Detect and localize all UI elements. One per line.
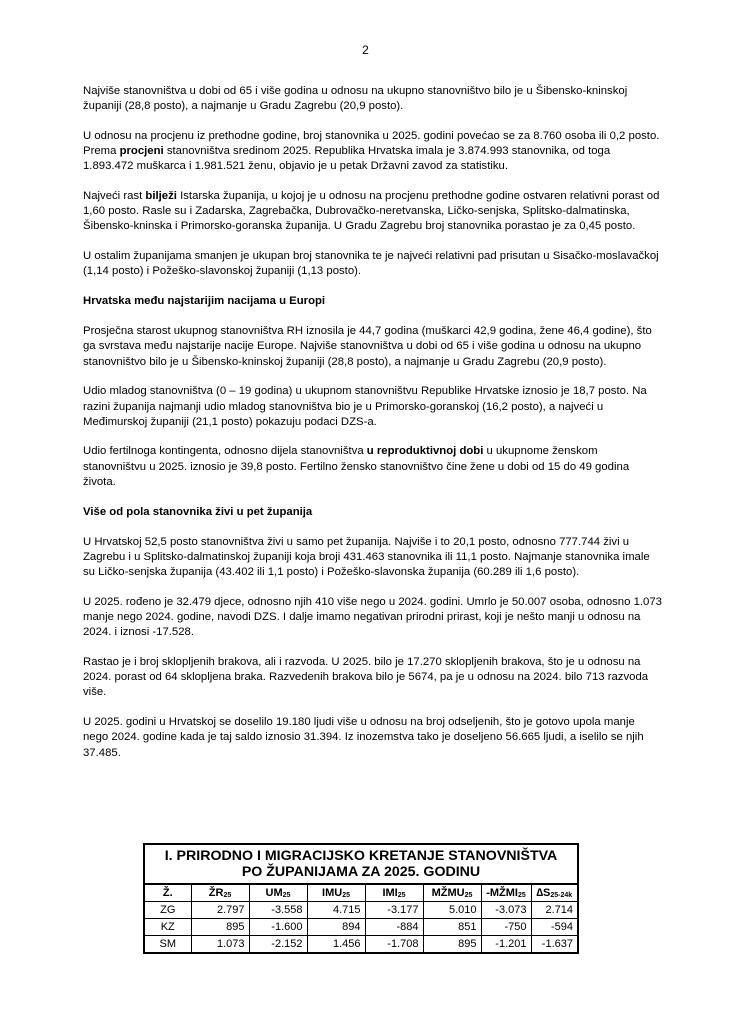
section-heading-five-counties: Više od pola stanovnika živi u pet županija (83, 505, 313, 518)
table-cell: -884 (365, 919, 423, 936)
page-number: 2 (362, 43, 369, 57)
paragraph-5: Prosječna starost ukupnog stanovništva RH iznosila je 44,7 godina (muškarci 42,9 godina, žene 46,4 godine), što ga svrstava među najstarije nacije Europe. Najviše stanovništva u dobi od 65 i više godina u odnosu na ukupno stanovništvo bilo je u Šibensko-kninskoj županiji (28,8 posto), a najmanje u Gradu Zagrebu (20,9 posto). (83, 325, 652, 368)
table-cell: 894 (307, 919, 365, 936)
paragraph-11: U 2025. godini u Hrvatskoj se doselilo 19.180 ljudi više u odnosu na broj odseljenih, što je gotovo upola manje nego 2024. godine kada je taj saldo iznosio 31.394. Iz inozemstva tako je doseljeno 56.665 ljudi, a iselilo se njih 37.485. (83, 716, 644, 759)
table-cell: 895 (191, 919, 249, 936)
header-delta-s: $\Delta S_{25-24k}$ (531, 885, 577, 902)
table-cell: 851 (423, 919, 481, 936)
data-table (145, 885, 577, 952)
header-zr: $ŽR_{25}$ (191, 885, 249, 902)
bold-phrase-reproductive-age: u reproduktivnoj dobi (366, 445, 484, 458)
table-cell: -1.600 (249, 919, 307, 936)
table-cell: 4.715 (307, 902, 365, 919)
paragraph-10: Rastao je i broj sklopljenih brakova, ali i razvoda. U 2025. bilo je 17.270 sklopljenih brakova, što je u odnosu na 2024. porast od 64 sklopljena braka. Razvedenih brakova bilo je 5674, pa je u odnosu na 2024. bilo 713 razvoda više. (83, 655, 649, 699)
table-title-line-1: I. PRIRODNO I MIGRACIJSKO KRETANJE STANOVNIŠTVA (164, 848, 558, 864)
table-cell: -1.637 (531, 936, 577, 953)
bold-word-procjeni: procjeni (119, 145, 164, 158)
table-title (145, 845, 577, 885)
table-cell: 2.797 (191, 902, 249, 919)
header-county: Ž. (145, 885, 191, 902)
paragraph-6: Udio mladog stanovništva (0 – 19 godina) u ukupnom stanovništvu Republike Hrvatske iznosio je 18,7 posto. Na razini županija najmanji udio mladog stanovništva bio je u Primorsko-goranskoj (16,2 posto), a najveći u Međimurskoj županiji (21,1 posto) pokazuju podaci DZS-a. (83, 385, 647, 428)
paragraph-1: Najviše stanovništva u dobi od 65 i više godina u odnosu na ukupno stanovništvo bilo je u Šibensko-kninskoj županiji (28,8 posto), a najmanje u Gradu Zagrebu (20,9 posto). (83, 85, 628, 113)
table-cell: 895 (423, 936, 481, 953)
header-imi: $IMI_{25}$ (365, 885, 423, 902)
article-body (83, 84, 663, 775)
bold-word-biljezi: bilježi (145, 190, 177, 203)
table-row (145, 902, 577, 919)
table-cell: 5.010 (423, 902, 481, 919)
paragraph-8: U Hrvatskoj 52,5 posto stanovništva živi u samo pet županija. Najviše i to 20,1 posto, odnosno 777.744 živi u Zagrebu i u Splitsko-dalmatinskoj županiji koja broji 431.463 stanovnika ili 11,1 posto. Najmanje stanovnika imale su Ličko-senjska županija (43.402 ili 1,1 posto) i Požeško-slavonska županija (60.289 ili 1,6 posto). (83, 535, 650, 579)
table-cell: -594 (531, 919, 577, 936)
table-cell: -3.558 (249, 902, 307, 919)
table-cell: KZ (145, 919, 191, 936)
paragraph-9: U 2025. rođeno je 32.479 djece, odnosno njih 410 više nego u 2024. godini. Umrlo je 50.007 osoba, odnosno 1.073 manje nego 2024. godine, navodi DZS. I dalje imamo negativan prirodni prirast, koji je nešto manji u odnosu na 2024. i iznosi -17.528. (83, 595, 662, 639)
table-cell: 1.073 (191, 936, 249, 953)
table-header-row (145, 885, 577, 902)
table-cell: ZG (145, 902, 191, 919)
header-mzmu: $MŽMU_{25}$ (423, 885, 481, 902)
table-cell: 1.456 (307, 936, 365, 953)
header-imu: $IMU_{25}$ (307, 885, 365, 902)
header-um: $UM_{25}$ (249, 885, 307, 902)
table-row (145, 919, 577, 936)
population-table (143, 843, 579, 954)
table-cell: -1.201 (481, 936, 531, 953)
section-heading-oldest-nations: Hrvatska među najstarijim nacijama u Europi (83, 295, 326, 308)
table-cell: -3.073 (481, 902, 531, 919)
paragraph-3: Najveći rast bilježi Istarska županija, u kojoj je u odnosu na procjenu prethodne godine ostvaren relativni porast od 1,60 posto. Rasle su i Zadarska, Zagrebačka, Dubrovačko-neretvanska, Ličko-senjska, Splitsko-dalmatinska, Šibensko-kninska i Primorsko-goranska županija. U Gradu Zagrebu broj stanovnika porastao je za 0,45 posto. (83, 190, 660, 233)
table-cell: -2.152 (249, 936, 307, 953)
table-cell: -3.177 (365, 902, 423, 919)
table-cell: -750 (481, 919, 531, 936)
table-row (145, 936, 577, 953)
paragraph-4: U ostalim županijama smanjen je ukupan broj stanovnika te je najveći relativni pad prisutan u Sisačko-moslavačkoj (1,14 posto) i Požeško-slavonskoj županiji (1,13 posto). (83, 250, 659, 278)
paragraph-2: U odnosu na procjenu iz prethodne godine, broj stanovnika u 2025. godini povećao se za 8.760 osoba ili 0,2 posto. Prema procjeni stanovništva sredinom 2025. Republika Hrvatska imala je 3.874.993 stanovnika, od toga 1.893.472 muškarca i 1.981.521 ženu, objavio je u petak Državni zavod za statistiku. (83, 129, 660, 173)
table-title-line-2: PO ŽUPANIJAMA ZA 2025. GODINU (241, 864, 481, 880)
table-cell: 2.714 (531, 902, 577, 919)
paragraph-7: Udio fertilnoga kontingenta, odnosno dijela stanovništva u reproduktivnoj dobi u ukupnome ženskom stanovništvu u 2025. iznosio je 39,8 posto. Fertilno žensko stanovništvo čine žene u dobi od 15 do 49 godina života. (83, 445, 630, 488)
table-cell: -1.708 (365, 936, 423, 953)
header-mzmi: $-MŽMI_{25}$ (481, 885, 531, 902)
table-cell: SM (145, 936, 191, 953)
